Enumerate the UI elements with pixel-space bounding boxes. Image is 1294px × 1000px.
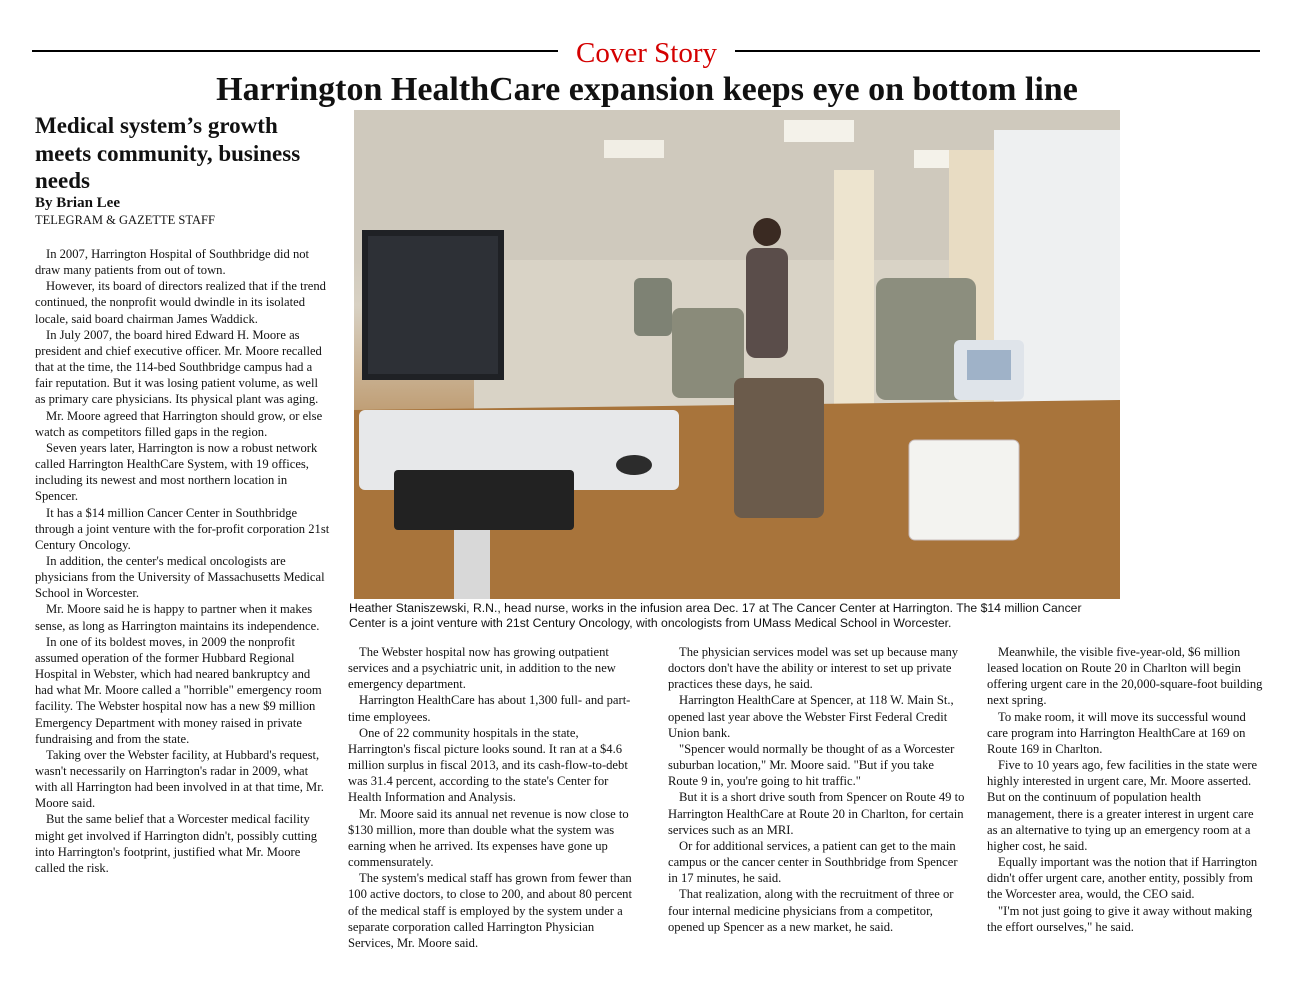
cart-post <box>454 530 490 599</box>
article-column-1 <box>35 246 330 876</box>
article-paragraph: Harrington HealthCare has about 1,300 full- and part-time employees. <box>348 693 631 724</box>
computer-mouse <box>616 455 652 475</box>
article-paragraph: That realization, along with the recruitment of three or four internal medicine physicians from a competitor, opened up Spencer as a new market, he said. <box>668 887 954 934</box>
monitor-screen <box>368 236 498 374</box>
article-column-4 <box>987 644 1263 935</box>
supply-basket <box>909 440 1019 540</box>
article-paragraph: The Webster hospital now has growing outpatient services and a psychiatric unit, in addition to the new emergency department. <box>348 645 616 692</box>
article-paragraph: But the same belief that a Worcester medical facility might get involved if Harrington didn't, possibly cutting into Harrington's footprint, justified what Mr. Moore called the risk. <box>35 812 318 875</box>
article-paragraph: One of 22 community hospitals in the state, Harrington's fiscal picture looks sound. It ran at a $4.6 million surplus in fiscal 2013, and its cash-flow-to-debt was 31.4 percent, according to the state's Center for Health Information and Analysis. <box>348 725 628 805</box>
article-paragraph: The system's medical staff has grown from fewer than 100 active doctors, to close to 200, and about 80 percent of the medical staff is employed by the system under a separate corporation called Harrington Physician Services, Mr. Moore said. <box>348 871 632 950</box>
deck-subheadline: Medical system’s growth meets community, business needs <box>35 113 301 193</box>
article-paragraph: Five to 10 years ago, few facilities in the state were highly interested in urgent care, Mr. Moore asserted. But on the continuum of population health management, there is a greater interest in urgent care as an alternative to tying up an emergency room at a higher cost, he said. <box>987 758 1258 853</box>
article-paragraph: In one of its boldest moves, in 2009 the nonprofit assumed operation of the former Hubbard Regional Hospital in Webster, which had neared bankruptcy and had what Mr. Moore called a "horrible" emergency room facility. The Webster hospital now has a new $9 million Emergency Department with money raised in private fundraising and from the state. <box>35 634 322 746</box>
article-column-3 <box>668 644 966 935</box>
keyboard <box>394 470 574 530</box>
ceiling-light <box>604 140 664 158</box>
article-paragraph: To make room, it will move its successful wound care program into Harrington HealthCare at 169 on Route 169 in Charlton. <box>987 709 1246 756</box>
headline: Harrington HealthCare expansion keeps eye on bottom line <box>216 71 1078 108</box>
article-paragraph: Equally important was the notion that if Harrington didn't offer urgent care, another entity, possibly from the Worcester area, would, the CEO said. <box>987 855 1258 902</box>
recliner-chair <box>672 308 744 398</box>
nurse <box>746 248 788 358</box>
article-paragraph: Seven years later, Harrington is now a robust network called Harrington HealthCare System, with 19 offices, including its newest and most northern location in Spencer. <box>35 440 318 504</box>
infusion-area-photo <box>354 110 1120 599</box>
header-rule-right <box>735 50 1260 52</box>
article-paragraph: Mr. Moore said he is happy to partner when it makes sense, as long as Harrington maintains its independence. <box>35 602 320 633</box>
section-label: Cover Story <box>576 37 717 69</box>
article-paragraph: But it is a short drive south from Spencer on Route 49 to Harrington HealthCare at Route 20 in Charlton, for certain services such as an MRI. <box>668 790 965 837</box>
article-paragraph: However, its board of directors realized that if the trend continued, the nonprofit would dwindle in its isolated locale, said board chairman James Waddick. <box>35 279 326 326</box>
article-paragraph: "Spencer would normally be thought of as a Worcester suburban location," Mr. Moore said. "But if you take Route 9 in, you're going to hit traffic." <box>668 741 955 789</box>
article-paragraph: Mr. Moore agreed that Harrington should grow, or else watch as competitors filled gaps in the region. <box>35 408 323 439</box>
byline: By Brian Lee <box>35 195 120 211</box>
recliner-chair <box>634 278 672 336</box>
article-paragraph: In addition, the center's medical oncologists are physicians from the University of Massachusetts Medical School in Worcester. <box>35 553 325 601</box>
header-rule-left <box>32 50 558 52</box>
article-paragraph: Harrington HealthCare at Spencer, at 118 W. Main St., opened last year above the Webster First Federal Credit Union bank. <box>668 693 954 740</box>
guest-chair <box>734 378 824 518</box>
article-paragraph: Taking over the Webster facility, at Hubbard's request, wasn't necessarily on Harrington's radar in 2009, what with all Harrington had been involved in at that time, Mr. Moore said. <box>35 747 324 811</box>
ceiling-light <box>784 120 854 142</box>
nurse-head <box>753 218 781 246</box>
article-paragraph: In 2007, Harrington Hospital of Southbridge did not draw many patients from out of town. <box>35 247 310 278</box>
article-paragraph: The physician services model was set up because many doctors don't have the ability or interest to set up private practices these days, he said. <box>668 645 959 692</box>
article-paragraph: Or for additional services, a patient can get to the main campus or the cancer center in Southbridge from Spencer in 17 minutes, he said. <box>668 838 958 886</box>
byline-organization: TELEGRAM & GAZETTE STAFF <box>35 213 215 227</box>
article-paragraph: "I'm not just going to give it away without making the effort ourselves," he said. <box>987 903 1253 934</box>
photo-illustration <box>354 110 1120 599</box>
curtain <box>834 170 874 410</box>
article-paragraph: Mr. Moore said its annual net revenue is now close to $130 million, more than double what the system was earning when he arrived. Its expenses have gone up commensurately. <box>348 806 629 870</box>
article-paragraph: It has a $14 million Cancer Center in Southbridge through a joint venture with the for-profit corporation 21st Century Oncology. <box>35 505 330 552</box>
pump-screen <box>967 350 1011 380</box>
photo-caption: Heather Staniszewski, R.N., head nurse, works in the infusion area Dec. 17 at The Cancer Center at Harrington. The $14 million Cancer Center is a joint venture with 21st Century Oncology, with oncologists from UMass Medical School in Worcester. <box>349 601 1082 630</box>
article-paragraph: In July 2007, the board hired Edward H. Moore as president and chief executive officer. Mr. Moore recalled that at the time, the 114-bed Southbridge campus had a fair reputation. But it was losing patient volume, as well as primary care physicians. Its physical plant was aging. <box>35 327 322 407</box>
article-column-2 <box>348 644 640 951</box>
article-paragraph: Meanwhile, the visible five-year-old, $6 million leased location on Route 20 in Charlton will begin offering urgent care in the 20,000-square-foot building next spring. <box>987 645 1263 708</box>
